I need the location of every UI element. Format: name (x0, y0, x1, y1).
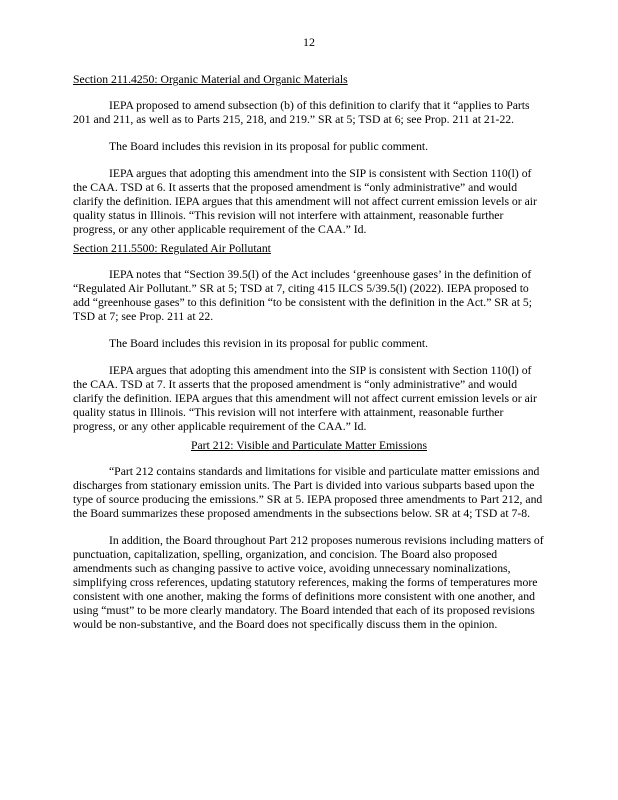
paragraph: IEPA notes that “Section 39.5(l) of the Act includes ‘greenhouse gases’ in the definition of “Regulated Air Pollutant.” SR at 5; TSD at 7, citing 415 ILCS 5/39.5(l) (2022). IEPA proposed to add “greenhouse gases” to this definition “to be consistent with the definition in the Act.” SR at 5; TSD at 7; see Prop. 211 at 22. (73, 268, 532, 323)
paragraph: The Board includes this revision in its proposal for public comment. (109, 140, 429, 153)
paragraph: IEPA argues that adopting this amendment into the SIP is consistent with Section 110(l) of the CAA. TSD at 7. It asserts that the proposed amendment is “only administrative” and would clarify the definition. IEPA argues that this amendment will not affect current emission levels or air quality status in Illinois. “This revision will not interfere with attainment, reasonable further progress, or any other applicable requirement of the CAA.” Id. (73, 364, 537, 433)
section-heading: Section 211.5500: Regulated Air Pollutant (73, 242, 271, 255)
paragraph: IEPA argues that adopting this amendment into the SIP is consistent with Section 110(l) of the CAA. TSD at 6. It asserts that the proposed amendment is “only administrative” and would clarify the definition. IEPA argues that this amendment will not affect current emission levels or air quality status in Illinois. “This revision will not interfere with attainment, reasonable further progress, or any other applicable requirement of the CAA.” Id. (73, 167, 537, 236)
paragraph: The Board includes this revision in its proposal for public comment. (109, 337, 429, 350)
section-211-5500 (73, 242, 545, 434)
section-211-4250 (73, 73, 545, 237)
page-number: 12 (303, 35, 315, 49)
part-heading: Part 212: Visible and Particulate Matter Emissions (190, 439, 428, 452)
paragraph: IEPA proposed to amend subsection (b) of this definition to clarify that it “applies to Parts 201 and 211, as well as to Parts 215, 218, and 219.” SR at 5; TSD at 6; see Prop. 211 at 21-22. (73, 99, 530, 126)
part-212 (73, 439, 545, 632)
section-heading: Section 211.4250: Organic Material and Organic Materials (73, 73, 348, 86)
paragraph: In addition, the Board throughout Part 212 proposes numerous revisions including matters of punctuation, capitalization, spelling, organization, and concision. The Board also proposed amendments such as changing passive to active voice, avoiding unnecessary nominalizations, simplifying cross references, updating statutory references, making the forms of temperatures more consistent with one another, making the forms of definitions more consistent with one another, and using “must” to be more clearly mandatory. The Board intended that each of its proposed revisions would be non-substantive, and the Board does not specifically discuss them in the opinion. (73, 534, 544, 631)
paragraph: “Part 212 contains standards and limitations for visible and particulate matter emissions and discharges from stationary emission units. The Part is divided into various subparts based upon the type of source producing the emissions.” SR at 5. IEPA proposed three amendments to Part 212, and the Board summarizes these proposed amendments in the subsections below. SR at 4; TSD at 7-8. (73, 465, 543, 520)
page-content (73, 73, 545, 632)
